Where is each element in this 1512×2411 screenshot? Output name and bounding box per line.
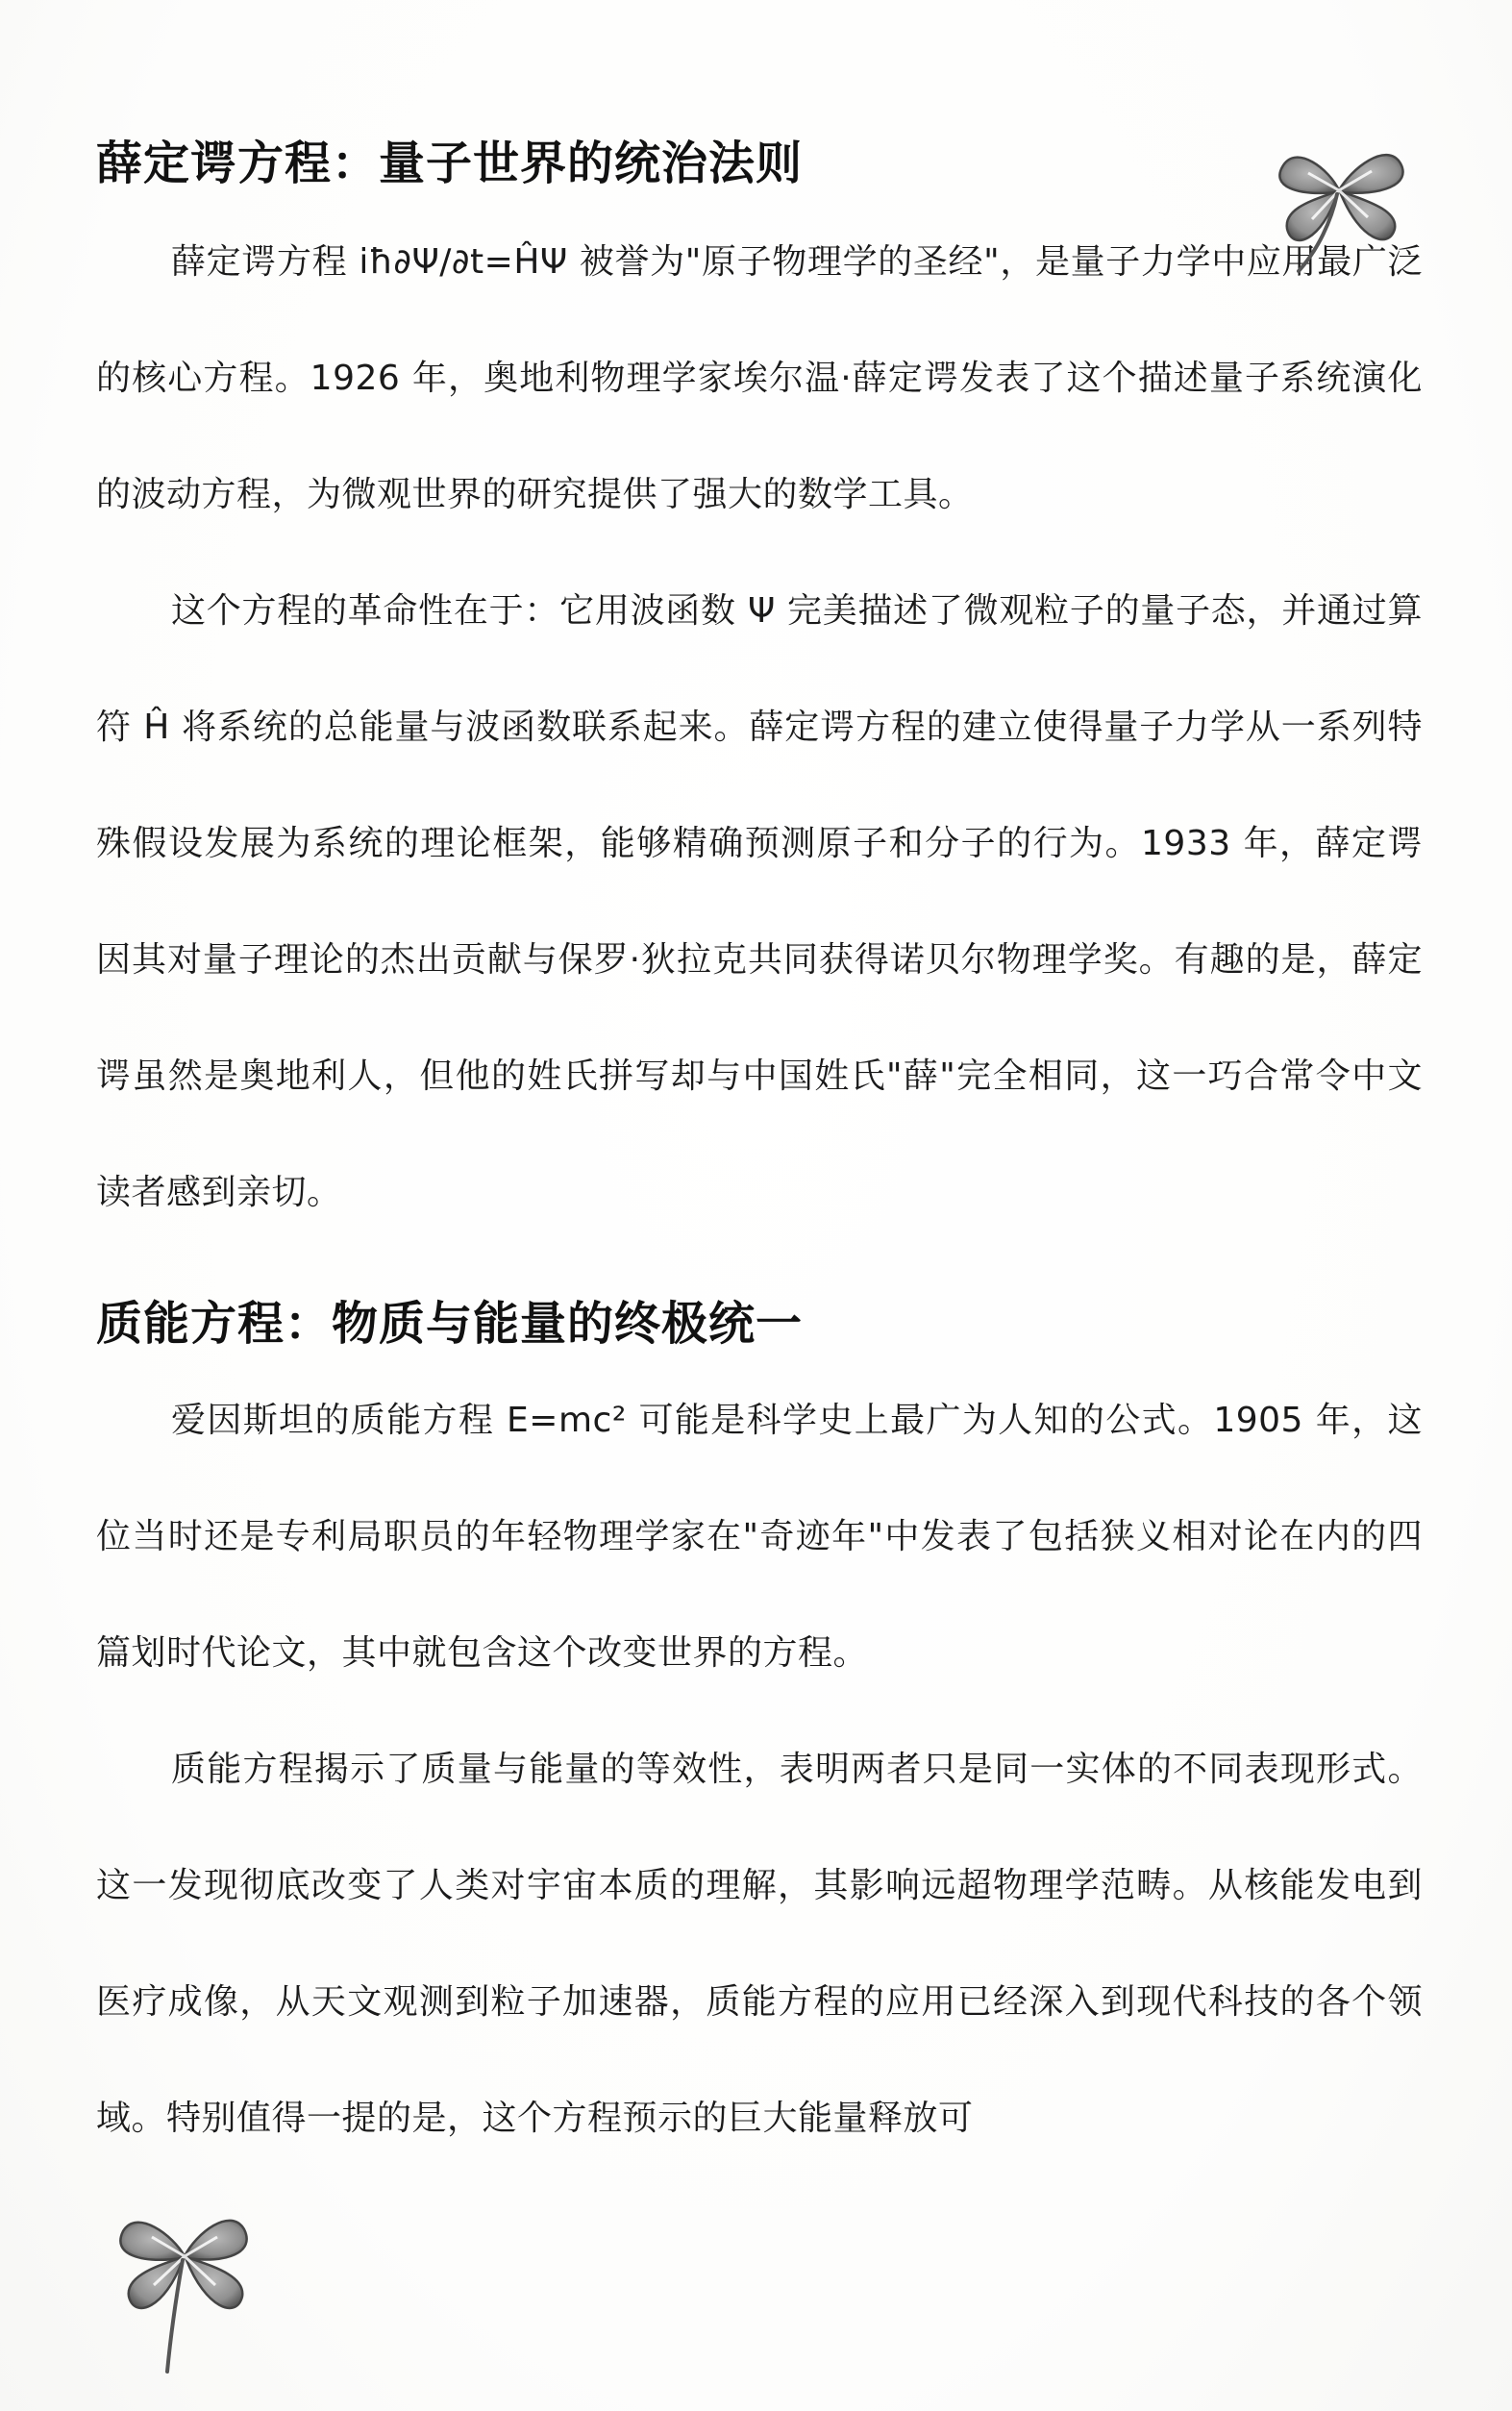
paragraph-mass-energy-significance: 质能方程揭示了质量与能量的等效性，表明两者只是同一实体的不同表现形式。这一发现彻底改变了人类对宇宙本质的理解，其影响远超物理学范畴。从核能发电到医疗成像，从天文观测到粒子加速器，质能方程的应用已经深入到现代科技的各个领域。特别值得一提的是，这个方程预示的巨大能量释放可 (96, 1750, 1423, 2138)
paragraph-schrodinger-significance: 这个方程的革命性在于：它用波函数 Ψ 完美描述了微观粒子的量子态，并通过算符 Ĥ 将系统的总能量与波函数联系起来。薛定谔方程的建立使得量子力学从一系列特殊假设发展为系统的理论框架，能够精确预测原子和分子的行为。1933 年，薛定谔因其对量子理论的杰出贡献与保罗·狄拉克共同获得诺贝尔物理学奖。有趣的是，薛定谔虽然是奥地利人，但他的姓氏拼写却与中国姓氏"薛"完全相同，这一巧合常令中文读者感到亲切。 (96, 591, 1423, 1212)
paragraph-schrodinger-intro: 薛定谔方程 iħ∂Ψ/∂t=ĤΨ 被誉为"原子物理学的圣经"，是量子力学中应用最广泛的核心方程。1926 年，奥地利物理学家埃尔温·薛定谔发表了这个描述量子系统演化的波动方程，为微观世界的研究提供了强大的数学工具。 (96, 242, 1423, 514)
article-body (96, 115, 1423, 2176)
four-leaf-clover-icon (77, 2168, 288, 2379)
four-leaf-clover-icon (1224, 106, 1435, 279)
paragraph-mass-energy-intro: 爱因斯坦的质能方程 E=mc² 可能是科学史上最广为人知的公式。1905 年，这位当时还是专利局职员的年轻物理学家在"奇迹年"中发表了包括狭义相对论在内的四篇划时代论文，其中就包含这个改变世界的方程。 (96, 1401, 1423, 1673)
section-title-mass-energy: 质能方程：物质与能量的终极统一 (96, 1297, 804, 1351)
section-title-schrodinger: 薛定谔方程：量子世界的统治法则 (96, 137, 804, 190)
